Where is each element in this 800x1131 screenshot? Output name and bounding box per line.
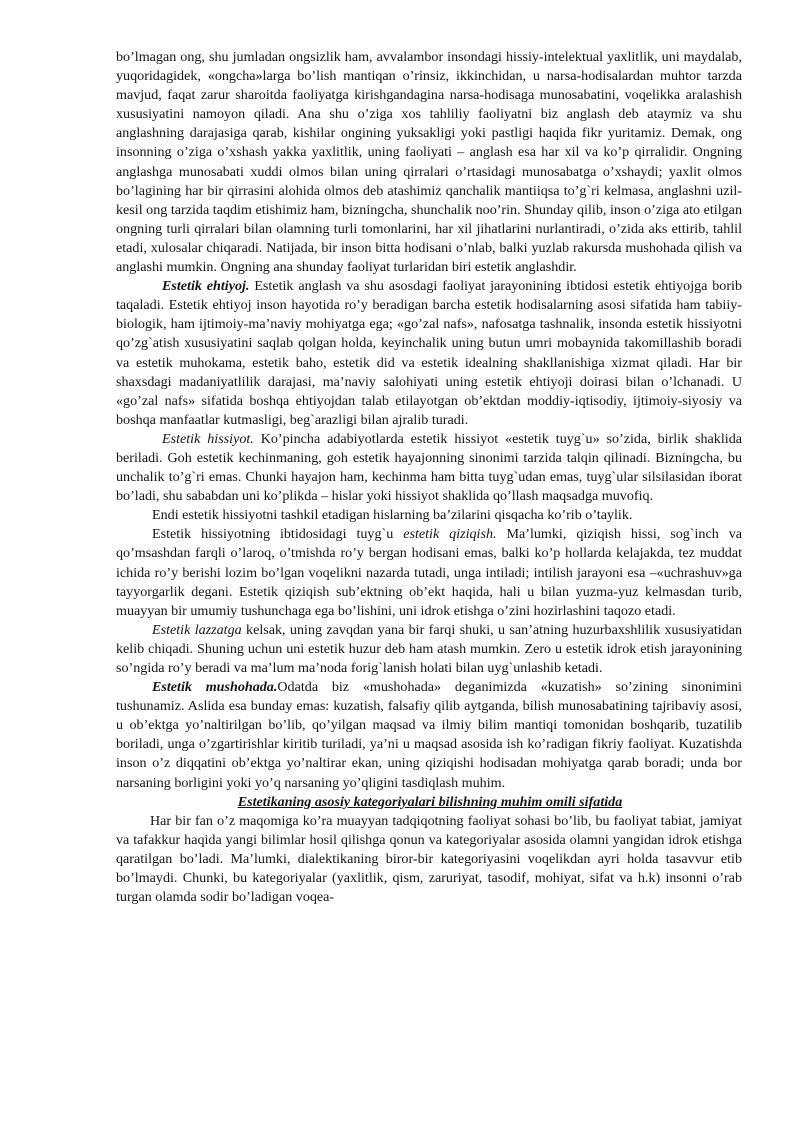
paragraph-estetik-hissiyot [116,430,742,506]
term-estetik-mushohada: Estetik mushohada. [152,679,278,696]
paragraph-estetik-mushohada [116,678,742,793]
paragraph-estetik-lazzat [116,621,742,678]
paragraph-hislar-intro: Endi estetik hissiyotni tashkil etadigan hislarning ba’zilarini qisqacha ko’rib o’taylik. [152,507,633,524]
paragraph-estetik-mushohada-body: Odatda biz «mushohada» deganimizda «kuzatish» so’zining sinonimini tushunamiz. Aslida esa bunday emas: kuzatish, falsafiy qilib aytganda, bilish munosabatining tajribaviy asosi, u ob’ektga yo’naltirilgan bo’lib, qo’yilgan maqsad va ilmiy bilim mantiqi tomonidan boshqarib, tuzatilib boriladi, unga o’zgartirishlar kiritib turiladi, ya’ni u maqsad asosida ish ko’radigan fikriy faoliyat. Kuzatishda inson o’z diqqatini ob’ektga yo’naltirar ekan, uning qiziqishi hodisadan mohiyatga qarab boradi; unda bor narsaning borligini yoki yo’q narsaning yo’qligini tasdiqlash muhim. [116,679,742,791]
paragraph-estetik-hissiyot-body: Ko’pincha adabiyotlarda estetik hissiyot «estetik tuyg`u» so’zida, birlik shaklida beriladi. Goh estetik kechinmaning, goh estetik hayajonning sinonimi tarzida talqin qilinadi. Bizningcha, bu unchalik to’g`ri emas. Chunki hayajon ham, kechinma ham bitta tuyg`udan emas, tuyg`ular silsilasidan iborat bo’ladi, shu sababdan uni ko’plikda – hislar yoki hissiyot shaklida qo’llash maqsadga muvofiq. [116,430,742,505]
document-page [116,48,742,907]
paragraph-estetik-ehtiyoj [116,277,742,430]
paragraph-estetik-qiziqish [116,525,742,620]
term-estetik-lazzat: Estetik lazzatga [152,621,242,638]
term-estetik-ehtiyoj: Estetik ehtiyoj. [162,278,250,295]
paragraph-kategoriyalar: Har bir fan o’z maqomiga ko’ra muayyan tadqiqotning faoliyat sohasi bo’lib, bu faoliyat tabiat, jamiyat va tafakkur haqida yangi bilimlar hosil qilishga qonun va kategoriyalar asosida olamni yangidan idrok etishga qaratilgan bo’ladi. Ma’lumki, dialektikaning biror-bir kategoriyasini voqelikdan ayri holda tasavvur etib bo’lmaydi. Chunki, bu kategoriyalar (yaxlitlik, qism, zaruriyat, tasodif, mohiyat, sifat va h.k) insonni o’rab turgan olamda sodir bo’ladigan voqea- [116,812,742,906]
term-estetik-qiziqish: estetik qiziqish. [403,526,497,543]
paragraph-estetik-qiziqish-lead: Estetik hissiyotning ibtidosidagi tuyg`u [152,526,404,543]
section-heading: Estetikaning asosiy kategoriyalari bilishning muhim omili sifatida [237,793,623,810]
paragraph-estetik-lazzat-body: kelsak, uning zavqdan yana bir farqi shuki, u san’atning huzurbaxshlilik xususiyatidan kelib chiqadi. Shuning uchun uni estetik huzur deb ham atash mumkin. Zero u estetik idrok etish jarayonining so’ngida ro’y beradi va ma’lum ma’noda forig`lanish holati bilan uyg`unlashib ketadi. [116,621,743,676]
paragraph-estetik-ehtiyoj-body: Estetik anglash va shu asosdagi faoliyat jarayonining ibtidosi estetik ehtiyojga borib taqaladi. Estetik ehtiyoj inson hayotida ro’y beradigan barcha estetik hodisalarning asosi sifatida ham tabiiy-biologik, ham ijtimoiy-ma’naviy mohiyatga ega; «go’zal nafs», nafosatga tashnalik, insonda estetik hissiyotni qo’zg`atish xususiyatini saqlab qolgan holda, keyinchalik uning butun umri mobaynida takomillashib boradi va estetik muhokama, estetik baho, estetik did va estetik idealning shakllanishiga xizmat qiladi. Har bir shaxsdagi madaniyatlilik darajasi, ma’naviy salohiyati uning estetik ehtiyoji doirasi bilan o’lchanadi. U «go’zal nafs» sifatida boshqa ehtiyojdan talab etilayotgan ob’ektdan moddiy-iqtisodiy, ijtimoiy-siyosiy va boshqa manfaatlar kutmasligi, beg`arazligi bilan ajralib turadi. [116,278,743,428]
paragraph-estetik-qiziqish-body: Ma’lumki, qiziqish hissi, sog`inch va qo’msashdan farqli o’laroq, o’tmishda ro’y bergan hodisani emas, balki ko’p hollarda kelajakda, tez muddat ichida ro’y berishi lozim bo’lgan voqelikni nazarda tutadi, unga intiladi; intilish jarayoni esa –«uchrashuv»ga tayyorgarlik degani. Estetik qiziqish sub’ektning ob’ekt haqida, hali u bilan yuzma-yuz kelmasdan turib, muayyan bir umumiy tushunchaga ega bo’lishini, uni idrok etishga o’zini hozirlashini taqozo etadi. [116,526,742,619]
term-estetik-hissiyot: Estetik hissiyot. [162,430,254,447]
paragraph-ong-anglash: bo’lmagan ong, shu jumladan ongsizlik ham, avvalambor insondagi hissiy-intelektual yaxlitlik, uni maydalab, yuqoridagidek, «ongcha»larga bo’lish mantiqan o’rinsiz, ikkinchidan, u narsa-hodisalardan muhtor tarzda mavjud, faqat zarur sharoitda faoliyatga kirishgandagina narsa-hodisaga munosabatini, voqelikka aralashish xususiyatini namoyon qiladi. Ana shu o’ziga xos tahliliy faoliyatni biz anglash deb ataymiz va shu anglashning darajasiga qarab, kishilar ongining yuksakligi yoki pastligi haqida fikr yuritamiz. Demak, ong insonning o’ziga o’xshash yakka yaxlitlik, uning faoliyati – anglash esa har xil va ko’p qirralidir. Ongning anglashga munosabati xuddi olmos bilan uning qirralari o’rtasidagi munosabatga o’xshaydi; yaxlit olmos bo’lagining har bir qirrasini alohida olmos deb atashimiz qanchalik mantiiqsa to’g`ri kelmasa, anglashni uzil-kesil ong tarzida taqdim etishimiz ham, bizningcha, shunchalik noo’rin. Shunday qilib, inson o’ziga ato etilgan ongning turli qirralari bilan olamning turli tomonlarini, har xil jihatlarini nurlantiradi, o’zida aks ettirib, tahlil etadi, xulosalar chiqaradi. Natijada, bir inson bitta hodisani o’nlab, balki yuzlab rakursda mushohada qilish va anglashi mumkin. Ongning ana shunday faoliyat turlaridan biri estetik anglashdir. [116,49,742,276]
